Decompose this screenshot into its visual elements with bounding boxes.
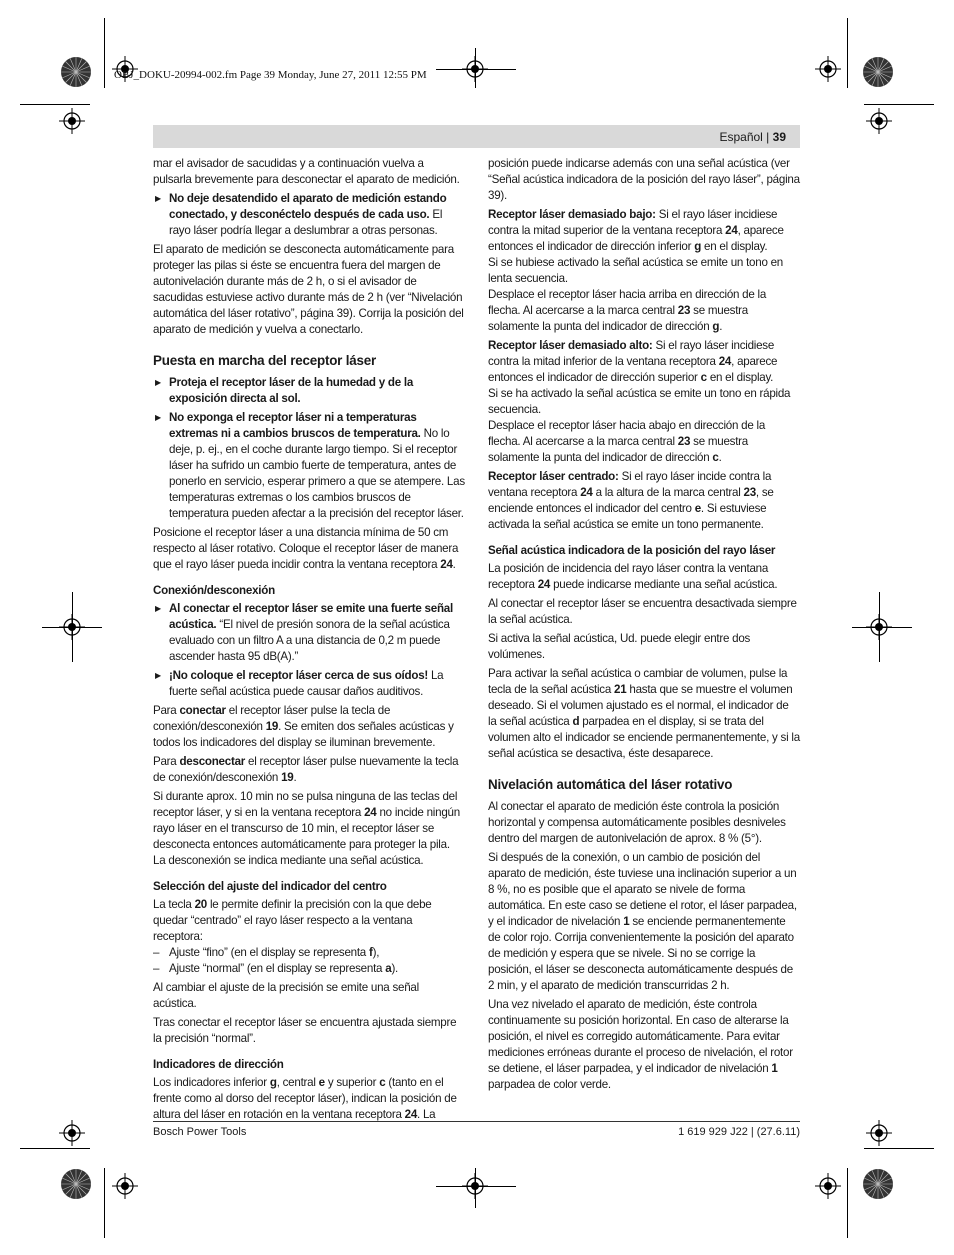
paragraph: Si después de la conexión, o un cambio de posición del aparato de medición, éste tuviese una inclinación superior a un 8 %, no es posible que el aparato se nivele de forma automática. En este caso se detiene el rotor, el láser parpadea, y el indicador de nivelación 1 se enciende permanentemente de color rojo. Corrija convenientemente la posición del aparato de medición y espera que se nivele. Si no se corrige la posición, el láser se desconecta automáticamente después de 2 min, y el aparato de medición transcurridas 2 h.	[488, 851, 797, 992]
paragraph: Posicione el receptor láser a una distancia mínima de 50 cm respecto al láser rotativo. Coloque el receptor láser de manera que el rayo láser pueda incidir contra la ventana receptora 24.	[153, 526, 459, 571]
paragraph: Al conectar el receptor láser se encuentra desactivada siempre la señal acústica.	[488, 597, 797, 626]
section-heading: Nivelación automática del láser rotativo	[488, 777, 733, 792]
paragraph: mar el avisador de sacudidas y a continuación vuelva a pulsarla brevemente para desconectar el aparato de medición.	[153, 157, 460, 186]
registration-target-icon	[866, 1120, 892, 1146]
registration-target-icon	[462, 1173, 488, 1199]
page-header	[719, 130, 786, 144]
right-column	[488, 156, 800, 1096]
crop-mark	[847, 18, 848, 88]
paragraph: Receptor láser centrado: Si el rayo láser incide contra la ventana receptora 24 a la altura de la marca central 23, se enciende entonces el indicador del centro e. Si estuviese activada la señal acústica se emite un tono permanente.	[488, 470, 774, 531]
page-number: 39	[772, 130, 786, 144]
subsection-heading: Conexión/desconexión	[153, 584, 275, 597]
crop-mark	[864, 104, 934, 105]
header-language: Español |	[719, 130, 773, 144]
crop-mark	[20, 1148, 90, 1149]
color-rosette-icon	[862, 1168, 894, 1200]
crop-mark	[864, 1148, 934, 1149]
registration-target-icon	[59, 108, 85, 134]
dash-item: – Ajuste “normal” (en el display se representa a).	[153, 961, 465, 977]
footer-right: 1 619 929 J22 | (27.6.11)	[678, 1126, 800, 1138]
subsection-heading: Indicadores de dirección	[153, 1058, 284, 1071]
warning-item	[153, 375, 465, 407]
page-header-bar	[153, 125, 800, 148]
subsection-heading: Señal acústica indicadora de la posición del rayo láser	[488, 544, 776, 557]
warning-bold: ¡No coloque el receptor láser cerca de sus oídos!	[169, 669, 429, 682]
paragraph: Una vez nivelado el aparato de medición, éste controla continuamente su posición horizontal. En caso de alterarse la posición, el nivel es corregido automáticamente. Para evitar mediciones erróneas durante el proceso de nivelación, el rotor se detiene, el láser parpadea, y el indicador de nivelación 1 parpadea de color verde.	[488, 998, 793, 1091]
paragraph: Al conectar el aparato de medición éste controla la posición horizontal y compensa automáticamente posibles desniveles dentro del margen de autonivelación de aprox. 8 % (5°).	[488, 800, 786, 845]
dash-item: – Ajuste “fino” (en el display se representa f),	[153, 945, 465, 961]
warning-text: El rayo láser podría llegar a deslumbrar a otras personas.	[169, 208, 443, 237]
paragraph: Los indicadores inferior g, central e y superior c (tanto en el frente como al dorso del receptor láser), indican la posición de altura del láser en rotación en la ventana receptora 24. La	[153, 1076, 457, 1121]
paragraph: Tras conectar el receptor láser se encuentra ajustada siempre la precisión “normal”.	[153, 1016, 457, 1045]
color-rosette-icon	[862, 56, 894, 88]
registration-target-icon	[815, 56, 841, 82]
registration-target-icon	[866, 108, 892, 134]
paragraph: Si se hubiese activado la señal acústica se emite un tono en lenta secuencia.	[488, 256, 784, 285]
subsection-heading: Selección del ajuste del indicador del centro	[153, 880, 387, 893]
paragraph: El aparato de medición se desconecta automáticamente para proteger las pilas si éste se encuentra fuera del margen de autonivelación durante más de 2 h, o si el avisador de sacudidas estuviese activo durante más de 2 h (ver “Nivelación automática del láser rotativo”, página 39). Corrija la posición del aparato de medición y vuelva a conectarlo.	[153, 243, 464, 336]
paragraph: Si activa la señal acústica, Ud. puede elegir entre dos volúmenes.	[488, 632, 751, 661]
warning-text: “El nivel de presión sonora de la señal acústica evaluado con un filtro A a una distancia de 0,2 m puede ascender hasta 95 dB(A).”	[169, 618, 450, 663]
warning-bold: Al conectar el receptor láser se emite una fuerte señal acústica.	[169, 602, 453, 631]
paragraph: Desplace el receptor láser hacia abajo en dirección de la flecha. Al acercarse a la marca central 23 se muestra solamente la punta del indicador de dirección c.	[488, 419, 766, 464]
paragraph: Si durante aprox. 10 min no se pulsa ninguna de las teclas del receptor láser, y si en la ventana receptora 24 no incide ningún rayo láser en el transcurso de 10 min, el receptor láser se desconecta entonces automáticamente para proteger la pila. La desconexión se indica mediante una señal acústica.	[153, 790, 460, 867]
paragraph: Para conectar el receptor láser pulse la tecla de conexión/desconexión 19. Se emiten dos señales acústicas y todos los indicadores del display se iluminan brevemente.	[153, 704, 454, 749]
color-rosette-icon	[60, 1168, 92, 1200]
warning-bold: Proteja el receptor láser de la humedad y de la exposición directa al sol.	[169, 376, 414, 405]
paragraph: Receptor láser demasiado alto: Si el rayo láser incidiese contra la mitad inferior de la ventana receptora 24, aparece entonces el indicador de dirección superior c en el display.	[488, 339, 778, 384]
registration-target-icon	[866, 614, 892, 640]
left-column	[153, 156, 465, 1126]
paragraph: Si se ha activado la señal acústica se emite un tono en rápida secuencia.	[488, 387, 791, 416]
paragraph: La posición de incidencia del rayo láser contra la ventana receptora 24 puede indicarse mediante una señal acústica.	[488, 562, 778, 591]
crop-mark	[847, 1168, 848, 1238]
registration-target-icon	[462, 56, 488, 82]
warning-bold: No exponga el receptor láser ni a temperaturas extremas ni a cambios bruscos de temperatura.	[169, 411, 421, 440]
warning-item	[153, 668, 465, 700]
registration-target-icon	[59, 1120, 85, 1146]
crop-mark	[104, 1168, 105, 1238]
paragraph: Al cambiar el ajuste de la precisión se emite una señal acústica.	[153, 981, 419, 1010]
warning-item	[153, 191, 465, 239]
paragraph: Receptor láser demasiado bajo: Si el rayo láser incidiese contra la mitad superior de la ventana receptora 24, aparece entonces el indicador de dirección inferior g en el display.	[488, 208, 784, 253]
warning-text: La fuerte señal acústica puede causar daños auditivos.	[169, 669, 444, 698]
footer-rule	[153, 1121, 800, 1122]
section-heading: Puesta en marcha del receptor láser	[153, 353, 376, 368]
paragraph: Para desconectar el receptor láser pulse nuevamente la tecla de conexión/desconexión 19.	[153, 755, 459, 784]
paragraph: La tecla 20 le permite definir la precisión con la que debe quedar “centrado” el rayo láser respecto a la ventana receptora:	[153, 898, 432, 943]
crop-mark	[104, 18, 105, 88]
paragraph: Para activar la señal acústica o cambiar de volumen, pulse la tecla de la señal acústica 21 hasta que se muestre el volumen deseado. Si el volumen ajustado es el normal, el indicador de la señal acústica d parpadea en el display, si se trata del volumen alto el indicador se enciende permanentemente, y si la señal acústica se desactiva, éste desaparece.	[488, 667, 800, 760]
registration-target-icon	[59, 614, 85, 640]
warning-item	[153, 410, 465, 522]
footer-left: Bosch Power Tools	[153, 1126, 247, 1138]
registration-target-icon	[815, 1173, 841, 1199]
warning-bold: No deje desatendido el aparato de medición estando conectado, y desconéctelo después de cada uso.	[169, 192, 447, 221]
paragraph: posición puede indicarse además con una señal acústica (ver “Señal acústica indicadora de la posición del rayo láser”, página 39).	[488, 157, 800, 202]
color-rosette-icon	[60, 56, 92, 88]
print-slug: OBJ_DOKU-20994-002.fm Page 39 Monday, June 27, 2011 12:55 PM	[114, 69, 427, 81]
warning-text: No lo deje, p. ej., en el coche durante largo tiempo. Si el receptor láser ha sufrido un cambio fuerte de temperatura, antes de ponerlo en servicio, esperar primero a que se atempere. Las temperaturas extremas o los cambios bruscos de temperatura pueden afectar a la precisión del receptor láser.	[169, 427, 465, 520]
warning-item	[153, 601, 465, 665]
registration-target-icon	[112, 1173, 138, 1199]
paragraph: Desplace el receptor láser hacia arriba en dirección de la flecha. Al acercarse a la marca central 23 se muestra solamente la punta del indicador de dirección g.	[488, 288, 767, 333]
crop-mark	[20, 104, 90, 105]
